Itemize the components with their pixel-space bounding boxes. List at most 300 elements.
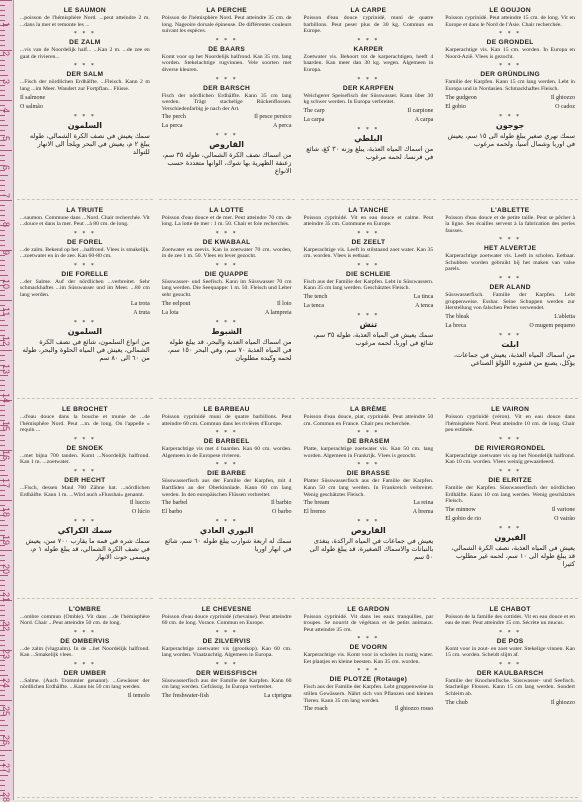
- ruler-tick: [0, 275, 8, 276]
- ruler-tick: [0, 270, 5, 271]
- arabic-title: القاروص: [350, 526, 386, 536]
- ruler-number: 3: [1, 79, 11, 85]
- arabic-title: البوري العادي: [199, 526, 254, 536]
- translated-name: Il luccio: [129, 500, 150, 507]
- fish-entry: [304, 271, 434, 310]
- ruler-tick: [0, 90, 5, 91]
- translation-row: [20, 693, 150, 700]
- fish-entry: [445, 534, 575, 568]
- fish-title: LE GOUJON: [489, 7, 531, 14]
- fish-title: DIE PLOTZE (Rotauge): [329, 676, 408, 684]
- separator-stars: * * *: [499, 276, 522, 283]
- fish-entry: [162, 328, 292, 362]
- fish-description: Poisson cyprinidé muni de quatre barbillons. Peut atteindre 60 cm. Commun dans les rivières d'Europe.: [161, 414, 292, 427]
- fish-description: Karperachtige vis. Kan 15 cm. worden. In Europa en Noord-Azië. Vlees is gezocht.: [445, 47, 575, 60]
- fish-title: DE BAARS: [208, 45, 246, 53]
- fish-card: [17, 204, 153, 400]
- ruler-tick: [0, 755, 5, 756]
- translated-name: Il ghiozzo rosso: [394, 706, 434, 713]
- fish-description: ...Salme. (Auch Trommler genannt). ...Gewässer der nördlichen Erdhälfte. ...Kann bis 50 cm lang werden.: [20, 677, 150, 691]
- ruler-tick: [0, 745, 5, 746]
- translation-row: [20, 509, 150, 516]
- fish-entry: [445, 606, 575, 627]
- fish-entry: [162, 239, 292, 260]
- translated-name: The bream: [303, 500, 330, 507]
- ruler-number: 23: [1, 649, 11, 660]
- ruler-tick: [0, 585, 5, 586]
- ruler-tick: [0, 780, 5, 781]
- ruler-tick: [0, 575, 8, 576]
- fish-title: DIE SCHLEIE: [346, 270, 391, 278]
- ruler-tick: [0, 665, 5, 666]
- fish-description: Karperachtige zoetwater vis op het Noordelijk halfrond. Kan 10 cm. worden. Vlees weinig gewaardeerd.: [445, 452, 575, 466]
- translated-name: La reina: [413, 500, 434, 507]
- separator-stars: * * *: [215, 262, 238, 269]
- fish-card: [159, 603, 295, 799]
- translated-name: A carpa: [414, 116, 434, 123]
- arabic-description: من اسماك نصف الكرة الشمالي، طوله ٣٥ سم، زعنفة الظهرية بها شوك، الوانها متعددة حسب الانواع: [162, 151, 292, 176]
- ruler-tick: [0, 415, 5, 416]
- fish-title: DE OMBERVIS: [60, 637, 110, 645]
- ruler-tick: [0, 675, 8, 676]
- ruler-tick: [0, 545, 5, 546]
- fish-entry: [304, 606, 434, 634]
- fish-entry: [445, 284, 575, 330]
- ruler-tick: [0, 390, 5, 391]
- separator-stars: * * *: [357, 519, 380, 526]
- fish-entry: [445, 477, 575, 523]
- fish-entry: [162, 85, 292, 131]
- ruler-tick: [0, 660, 5, 661]
- ruler-number: 5: [1, 136, 11, 142]
- separator-stars: * * *: [499, 63, 522, 70]
- separator-stars: * * *: [73, 436, 96, 443]
- translation-row: [304, 108, 434, 115]
- fish-title: HET ALVERTJE: [483, 245, 537, 253]
- fish-description: Fisch der nördlichen Erdhälfte. Kann 35 cm lang werden. Trägt stachelige Rückenflossen. Verschiedenfarbig je nach der Art.: [161, 92, 292, 112]
- fish-entry: [20, 606, 150, 627]
- translated-name: The perch: [161, 114, 186, 121]
- separator-stars: * * *: [215, 629, 238, 636]
- fish-card-grid: [17, 4, 578, 798]
- ruler-tick: [0, 230, 5, 231]
- fish-description: Fisch aus der Familie der Karpfen. Lebt in Süsswassern. Kann 35 cm lang werden. Geschätztes Fleisch.: [303, 278, 434, 292]
- ruler-tick: [0, 375, 8, 376]
- translated-name: Il varione: [551, 506, 575, 513]
- ruler-tick: [0, 65, 5, 66]
- fish-entry: [20, 445, 150, 466]
- separator-stars: * * *: [73, 519, 96, 526]
- arabic-description: من اسماك المياه العذبة، يعيش في جماعات، يؤكل، يصنع من قشوره اللؤلؤ الصناعي: [453, 350, 575, 367]
- ruler-number: 6: [1, 164, 11, 170]
- separator-stars: * * *: [357, 37, 380, 44]
- fish-description: Poisson d'eau douce cyprinidé (chevaine). Peut atteindre 60 cm. de long. Vorace. Commun en Europe.: [161, 613, 292, 627]
- arabic-title: الفيرون: [494, 532, 526, 542]
- ruler-tick: [0, 180, 5, 181]
- ruler-tick: [0, 200, 12, 201]
- fish-entry: [445, 341, 575, 367]
- fish-description: Poisson cyprinidé. Vit en eau douce et calme. Peut atteindre 35 cm. Commune en Europe.: [303, 214, 434, 228]
- translation-row: [445, 104, 575, 111]
- separator-stars: * * *: [499, 468, 522, 475]
- fish-entry: [162, 46, 292, 74]
- translated-name: O salmão: [20, 103, 43, 110]
- fish-entry: [445, 406, 575, 434]
- separator-stars: * * *: [73, 31, 96, 38]
- arabic-description: سمك يعيش في المياه العذبة، طوله ٣٥ سم، شائع في اوربا، لحمه مرغوب: [313, 331, 434, 348]
- fish-title: DIE FORELLE: [61, 270, 109, 278]
- arabic-description: يعيش في جماعات في المياه الراكدة، يتغذى بالنباتات والاسماك الصغيرة، قد يبلغ طوله الى ٥٠ سم: [309, 537, 434, 562]
- fish-title: LA TRUITE: [66, 206, 104, 214]
- fish-description: Süsswasserfisch aus der Familie der Karpfen. Kann 60 cm lang werden. Gefrässig. In Europa verbreitet.: [161, 677, 292, 691]
- arabic-description: من انواع السلمون، شائع في نصف الكرة الشمالي، يعيش في المياه الحلوة والبحر، طوله من ٦٠ الى ٨٠ سم: [22, 337, 150, 362]
- separator-stars: * * *: [499, 237, 522, 244]
- ruler-tick: [0, 185, 5, 186]
- ruler-tick: [0, 530, 5, 531]
- translation-row: [445, 516, 575, 523]
- ruler-number: 18: [1, 506, 11, 517]
- translated-name: A lampreia: [265, 309, 292, 316]
- arabic-description: من اسماك المياه العذبة والبحر، قد يبلغ طوله في المياه العذبة ٧٠ سم، وفي البحر ١٥٠ سم، لحمه وكبده مطلوبان: [167, 337, 292, 362]
- fish-title: DE BARBEEL: [203, 438, 250, 446]
- fish-entry: [20, 406, 150, 434]
- fish-card: [159, 403, 295, 599]
- translation-row: [20, 500, 150, 507]
- separator-stars: * * *: [499, 525, 522, 532]
- fish-title: LA CARPE: [350, 7, 387, 14]
- translated-name: La tinca: [413, 294, 434, 301]
- fish-entry: [304, 470, 434, 516]
- ruler-number: 22: [1, 620, 11, 631]
- translated-name: O lúcio: [131, 509, 150, 516]
- ruler-tick: [0, 320, 5, 321]
- fish-entry: [162, 141, 292, 175]
- fish-entry: [304, 527, 434, 561]
- fish-description: ...poisson de l'hémisphère Nord. ...peut atteindre 2 m. ...dans la mer et remonte les ...: [20, 15, 150, 28]
- translated-name: O mugem pequeno: [529, 322, 575, 329]
- fish-entry: [304, 135, 434, 161]
- translated-name: The eelpout: [161, 300, 191, 307]
- fish-description: Poisson de l'hémisphère Nord. Peut atteindre 35 cm. de long. Nageoire dorsale épineuse. De différentes couleurs suivant les espèces.: [161, 15, 292, 35]
- ruler-number: 11: [1, 307, 11, 317]
- separator-stars: * * *: [357, 76, 380, 83]
- ruler-tick: [0, 475, 8, 476]
- translated-name: The gudgeon: [445, 94, 477, 101]
- ruler-tick: [0, 295, 5, 296]
- translated-name: Il ghiozzo: [550, 699, 575, 706]
- separator-stars: * * *: [73, 629, 96, 636]
- fish-entry: [445, 207, 575, 235]
- translated-name: The bleak: [445, 313, 470, 320]
- separator-stars: * * *: [499, 31, 522, 38]
- translated-name: La perca: [161, 123, 183, 130]
- fish-description: Poisson d'eau douce, plat, cyprinidé. Peut atteindre 50 cm. Commun en France. Chair peu recherchée.: [303, 414, 434, 427]
- fish-card: [159, 204, 295, 400]
- arabic-title: البلطي: [354, 133, 383, 143]
- translation-row: [304, 117, 434, 124]
- fish-entry: [20, 207, 150, 228]
- ruler-tick: [0, 100, 12, 101]
- fish-description: Poisson d'eau douce cyprinidé, muni de quatre barbillons. Peut peser plus de 30 kg. Commun en Europe.: [303, 15, 434, 35]
- separator-stars: * * *: [499, 436, 522, 443]
- arabic-description: سمك له اربعة شوارب يبلغ طوله ٦٠ سم، شائع في انهار اوربا: [164, 537, 292, 554]
- translated-name: The freshwater-fish: [161, 693, 209, 700]
- ruler-tick: [0, 355, 5, 356]
- fish-title: DER WEISSFISCH: [196, 669, 258, 677]
- ruler-tick: [0, 385, 5, 386]
- fish-title: DE POS: [496, 637, 524, 645]
- ruler-tick: [0, 75, 8, 76]
- translated-name: La ciprigna: [264, 693, 292, 700]
- fish-entry: [304, 7, 434, 35]
- translation-row: [445, 323, 575, 330]
- separator-stars: * * *: [357, 636, 380, 643]
- translated-name: El gobio de rio: [445, 515, 482, 522]
- arabic-title: جوجون: [495, 120, 525, 130]
- fish-card: [442, 4, 578, 200]
- fish-entry: [304, 321, 434, 347]
- ruler-number: 12: [1, 335, 11, 346]
- fish-entry: [162, 406, 292, 427]
- ruler-number: 9: [1, 250, 11, 256]
- ruler-tick: [0, 150, 12, 151]
- fish-description: Komt voor op het Noordelijk halfrond. Kan 35 cm. lang worden. Stekelachtige rugvinnen. Vele soorten met diverse kleuren.: [161, 53, 292, 73]
- translation-row: [20, 301, 150, 308]
- ruler-tick: [0, 465, 5, 466]
- translation-row: [445, 507, 575, 514]
- translation-row: [162, 693, 292, 700]
- ruler-tick: [0, 245, 5, 246]
- translation-row: [20, 310, 150, 317]
- ruler-tick: [0, 555, 5, 556]
- ruler-number: 1: [1, 22, 11, 28]
- fish-description: ...saumon. Commune dans ...Nord. Chair recherchée. Vit ...douce et dans la mer. Peut ...à 80 cm. de long.: [20, 214, 150, 228]
- fish-entry: [445, 670, 575, 707]
- ruler-number: 4: [1, 107, 11, 113]
- translated-name: Il barbio: [271, 500, 292, 507]
- fish-title: LE GARDON: [347, 605, 390, 613]
- ruler-tick: [0, 115, 5, 116]
- translated-name: La trota: [130, 300, 150, 307]
- ruler-tick: [0, 635, 5, 636]
- fish-entry: [445, 122, 575, 148]
- translated-name: O vairão: [554, 515, 575, 522]
- ruler-tick: [0, 30, 5, 31]
- translated-name: O barbo: [272, 509, 292, 516]
- fish-title: DER UMBER: [63, 669, 107, 677]
- translation-row: [20, 104, 150, 111]
- fish-title: LE BROCHET: [61, 406, 108, 413]
- arabic-title: تنش: [359, 320, 378, 330]
- ruler-tick: [0, 495, 5, 496]
- translation-row: [162, 310, 292, 317]
- fish-entry: [20, 122, 150, 156]
- fish-description: ...Fisch, dessen Maul 700 Zähne hat. ...nördlichen Erdhälfte. Kann 1 m. ...Wird auch «Flusshai» genannt.: [20, 484, 150, 498]
- fish-description: ...de zalm. Bekend op het ...halfrond. Vlees is smakelijk. ...zoetwater en in de zee. Kan 60-80 cm.: [20, 246, 150, 260]
- arabic-title: السلمون: [67, 326, 103, 336]
- fish-entry: [20, 271, 150, 317]
- separator-stars: * * *: [357, 126, 380, 133]
- translation-row: [304, 500, 434, 507]
- fish-entry: [445, 7, 575, 28]
- fish-title: LA PERCHE: [206, 7, 247, 14]
- fish-entry: [162, 470, 292, 516]
- translated-name: El bremo: [303, 509, 326, 516]
- translation-row: [445, 95, 575, 102]
- ruler-tick: [0, 125, 8, 126]
- fish-description: Poisson de la famille des cottidés. Vit en eau douce et en eau de mer. Peut atteindre 15 cm. Sécrète un mucus.: [445, 613, 575, 627]
- separator-stars: * * *: [73, 113, 96, 120]
- separator-stars: * * *: [357, 668, 380, 675]
- fish-entry: [162, 438, 292, 459]
- fish-description: ...der Salme. Auf der nördlichen ...verbreitet. Sehr schmackhaftes ...im Süsswasser und im Meer. ...80 cm lang werden.: [20, 278, 150, 299]
- fish-description: ...ombre commun (Omble). Vit dans ...de l'hémisphère Nord. Chair ...Peut atteindre 50 cm. de long.: [20, 613, 150, 627]
- fish-entry: [162, 271, 292, 317]
- ruler-tick: [0, 725, 8, 726]
- translated-name: The minnow: [445, 506, 476, 513]
- ruler-number: 20: [1, 563, 11, 574]
- translated-name: The tench: [303, 294, 328, 301]
- separator-stars: * * *: [357, 230, 380, 237]
- fish-description: Fisch aus der Familie der Karpfen. Lebt gruppenweise in stillen Gewässern. Nährt sich von Pflanzen und kleinen Tieren. Kann 35 cm lang werden.: [303, 684, 434, 704]
- ruler-tick: [0, 255, 5, 256]
- fish-description: Familie der Karpfen. Kann 15 cm lang werden. Lebt in Europa und in Nordasien. Schmackhaftes Fleisch.: [445, 79, 575, 92]
- fish-description: ...vis van de Noordelijk half... ...Kan 2 m. ...de zee en gaat de rivieren...: [20, 47, 150, 60]
- translated-name: Il pesce persico: [254, 114, 292, 121]
- translation-row: [162, 509, 292, 516]
- translated-name: La breca: [445, 322, 467, 329]
- translation-row: [162, 500, 292, 507]
- fish-description: Poisson d'eau douce et de mer. Peut atteindre 70 cm. de long. La lotte de mer : 1 m. 50. Chair et foie recherchés.: [161, 214, 292, 228]
- translation-row: [304, 294, 434, 301]
- ruler-tick: [0, 15, 5, 16]
- fish-description: Poisson cyprinidé. Peut atteindre 15 cm. de long. Vit en Europe et dans le Nord de l'Asie. Chair recherchée.: [445, 15, 575, 28]
- translation-row: [304, 706, 434, 713]
- ruler-tick: [0, 350, 12, 351]
- fish-card: [301, 403, 437, 599]
- ruler-tick: [0, 670, 5, 671]
- fish-card: [17, 4, 153, 200]
- ruler-number: 10: [1, 278, 11, 289]
- ruler-tick: [0, 550, 12, 551]
- fish-title: DE ZILVERVIS: [202, 637, 251, 645]
- translated-name: O cadoz: [555, 103, 575, 110]
- ruler-number: 25: [1, 706, 11, 717]
- fish-entry: [20, 527, 150, 561]
- fish-description: ...d'eau douce dans la bouche et munie de ...de l'hémisphère Nord. Peut ...m. de long. On l'appelle « requin ...: [20, 414, 150, 434]
- ruler-tick: [0, 380, 5, 381]
- ruler-tick: [0, 445, 5, 446]
- ruler-number: 2: [1, 50, 11, 56]
- translated-name: Il ghiozzo: [550, 94, 575, 101]
- ruler-number: 14: [1, 392, 11, 403]
- ruler-tick: [0, 750, 12, 751]
- fish-title: DER HECHT: [64, 476, 106, 484]
- fish-entry: [304, 406, 434, 427]
- translated-name: A tenca: [415, 303, 434, 310]
- ruler-tick: [0, 240, 5, 241]
- translated-name: La tenca: [303, 303, 324, 310]
- ruler-tick: [0, 40, 5, 41]
- fish-entry: [445, 638, 575, 659]
- ruler-tick: [0, 410, 5, 411]
- fish-title: L'ABLETTE: [490, 206, 530, 214]
- translation-row: [162, 301, 292, 308]
- fish-description: Zoetwater en zeevis. Kan in zoetwater 70 cm. worden, in de zee 1 m. 50. Vlees en lever gezocht.: [161, 246, 292, 260]
- fish-title: LE VAIRON: [491, 406, 530, 413]
- fish-card: [442, 603, 578, 799]
- ruler-number: 13: [1, 364, 11, 375]
- fish-entry: [20, 39, 150, 60]
- separator-stars: * * *: [73, 661, 96, 668]
- separator-stars: * * *: [215, 133, 238, 140]
- fish-entry: [162, 7, 292, 35]
- ruler-tick: [0, 85, 5, 86]
- fish-description: Süsswasserfisch aus der Familie der Karpfen, mit 4 Bartfäden an der Oberkinnlade. Kann 60 cm lang werden. In den europäischen Flüssen verbreitet.: [161, 478, 292, 498]
- ruler-tick: [0, 190, 5, 191]
- ruler-tick: [0, 260, 5, 261]
- fish-title: DER ALAND: [489, 284, 531, 292]
- translated-name: A brema: [412, 509, 434, 516]
- fish-description: ...de zalm (vlagzalm). In de ...het Noordelijk halfrond. Kan ...Smakelijk vlees.: [20, 645, 150, 659]
- fish-title: DIE BRASSE: [346, 470, 391, 478]
- arabic-description: من اسماك المياه العذبة، يبلغ وزنه ٣٠ كغ، شائع في فرنسا، لحمه مرغوب: [306, 144, 434, 161]
- ruler-tick: [0, 785, 5, 786]
- fish-entry: [20, 477, 150, 516]
- ruler-tick: [0, 35, 5, 36]
- separator-stars: * * *: [215, 430, 238, 437]
- ruler-tick: [0, 590, 5, 591]
- arabic-description: يعيش في المياه العذبة، نصف الكرة الشمالي، قد يبلغ طوله الى ١٠ سم، لحمه غير مطلوب كثيرا: [451, 543, 575, 568]
- ruler-tick: [0, 20, 5, 21]
- ruler-tick: [0, 205, 5, 206]
- ruler-tick: [0, 690, 5, 691]
- ruler-tick: [0, 210, 5, 211]
- ruler-tick: [0, 525, 8, 526]
- fish-entry: [304, 438, 434, 459]
- translation-row: [304, 509, 434, 516]
- ruler-number: 24: [1, 677, 11, 688]
- ruler-tick: [0, 560, 5, 561]
- fish-description: Karperachtige zoetwater vis (grootkop). Kan 60 cm. lang worden. Vraatzuchtig. Algemeen in Europa.: [161, 645, 292, 659]
- fish-entry: [304, 207, 434, 228]
- fish-entry: [445, 245, 575, 273]
- fish-entry: [20, 7, 150, 28]
- ruler-tick: [0, 145, 5, 146]
- fish-title: DE KWABAAL: [202, 238, 251, 246]
- fish-description: Poisson d'eau douce et de petite taille. Peut se pêcher à la ligne. Ses écailles servent à la fabrication des perles fausses.: [445, 214, 575, 234]
- ruler-tick: [0, 520, 5, 521]
- separator-stars: * * *: [73, 230, 96, 237]
- fish-entry: [162, 670, 292, 700]
- fish-description: Familie der Knochenfische. Süsswasser- und Seefisch. Stachelige Flossen. Kann 15 cm lang werden. Sondert Schleim ab.: [445, 677, 575, 698]
- ruler-tick: [0, 490, 5, 491]
- ruler-number: 21: [1, 592, 11, 603]
- ruler-number: 17: [1, 478, 11, 489]
- separator-stars: * * *: [215, 319, 238, 326]
- ruler-tick: [0, 160, 5, 161]
- translated-name: The barbel: [161, 500, 188, 507]
- ruler-tick: [0, 45, 5, 46]
- arabic-description: سمك نهري صغير يبلغ طوله الى ١٥ سم، يعيش في اوربا وشمال آسيا، ولحمه مرغوب: [447, 131, 575, 148]
- translation-row: [445, 700, 575, 707]
- fish-entry: [304, 644, 434, 665]
- fish-title: KARPER: [353, 45, 384, 53]
- fish-entry: [20, 670, 150, 700]
- fish-description: ...met bijna 700 tanden. Komt ...Noordelijk halfrond. Kan 1 m. ...zoetwater.: [20, 452, 150, 466]
- translated-name: The carp: [303, 107, 325, 114]
- translation-row: [20, 95, 150, 102]
